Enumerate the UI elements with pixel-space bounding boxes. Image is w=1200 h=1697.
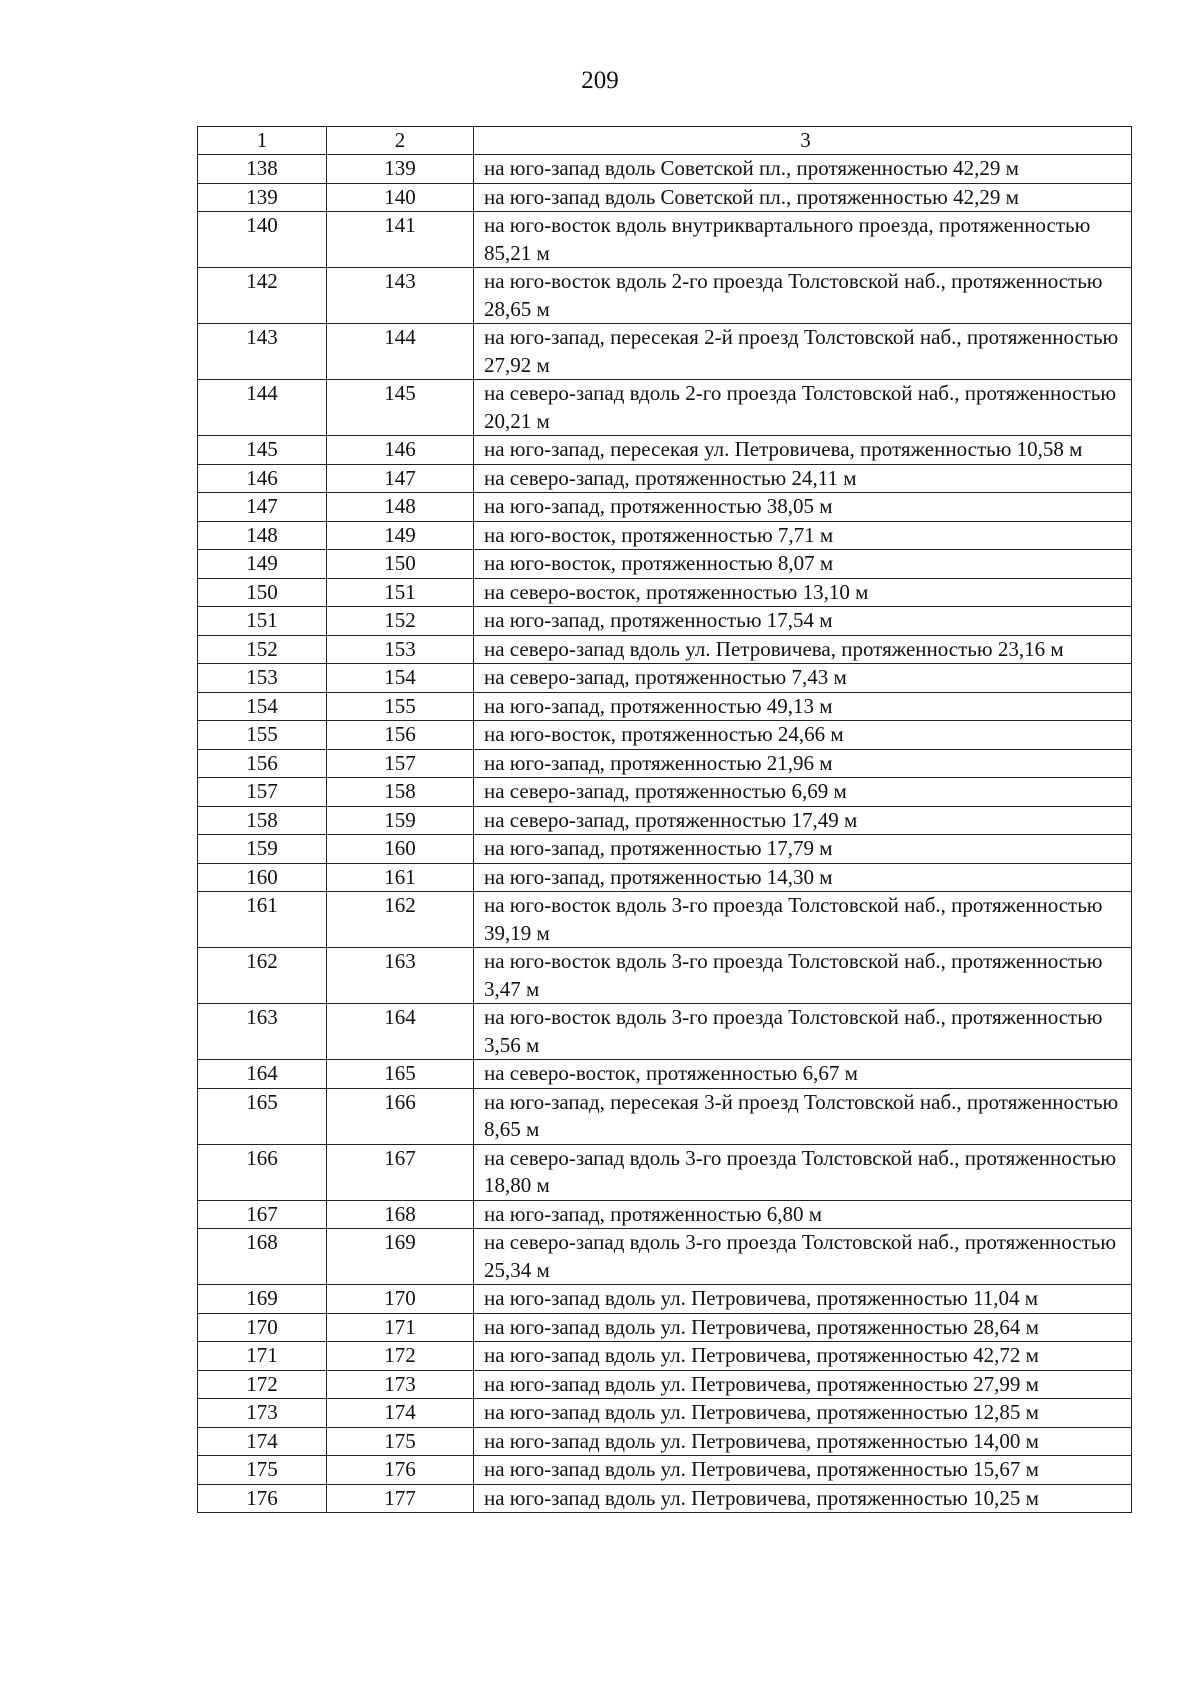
from-point-cell: 145 xyxy=(198,436,327,465)
to-point-cell: 139 xyxy=(327,155,474,184)
description-cell: на юго-запад, протяженностью 6,80 м xyxy=(474,1200,1132,1229)
description-cell: на юго-запад вдоль Советской пл., протяженностью 42,29 м xyxy=(474,155,1132,184)
to-point-cell: 176 xyxy=(327,1456,474,1485)
from-point-cell: 174 xyxy=(198,1427,327,1456)
to-point-cell: 146 xyxy=(327,436,474,465)
to-point-cell: 148 xyxy=(327,493,474,522)
from-point-cell: 176 xyxy=(198,1484,327,1513)
description-cell: на юго-запад, протяженностью 17,54 м xyxy=(474,607,1132,636)
table-row xyxy=(198,578,1132,607)
from-point-cell: 152 xyxy=(198,635,327,664)
to-point-cell: 150 xyxy=(327,550,474,579)
table-row xyxy=(198,268,1132,324)
table-row xyxy=(198,1484,1132,1513)
description-cell: на северо-запад вдоль 2-го проезда Толстовской наб., протяженностью 20,21 м xyxy=(474,380,1132,436)
to-point-cell: 177 xyxy=(327,1484,474,1513)
from-point-cell: 158 xyxy=(198,806,327,835)
to-point-cell: 155 xyxy=(327,692,474,721)
description-cell: на юго-запад вдоль ул. Петровичева, протяженностью 15,67 м xyxy=(474,1456,1132,1485)
from-point-cell: 148 xyxy=(198,521,327,550)
from-point-cell: 160 xyxy=(198,863,327,892)
from-point-cell: 142 xyxy=(198,268,327,324)
from-point-cell: 140 xyxy=(198,212,327,268)
from-point-cell: 153 xyxy=(198,664,327,693)
table-row xyxy=(198,521,1132,550)
from-point-cell: 166 xyxy=(198,1144,327,1200)
table-row xyxy=(198,1229,1132,1285)
table-row xyxy=(198,464,1132,493)
description-cell: на юго-восток вдоль 3-го проезда Толстовской наб., протяженностью 39,19 м xyxy=(474,892,1132,948)
table-row xyxy=(198,493,1132,522)
to-point-cell: 145 xyxy=(327,380,474,436)
table-row xyxy=(198,607,1132,636)
from-point-cell: 138 xyxy=(198,155,327,184)
table-row xyxy=(198,948,1132,1004)
table-row xyxy=(198,721,1132,750)
from-point-cell: 161 xyxy=(198,892,327,948)
from-point-cell: 170 xyxy=(198,1313,327,1342)
description-cell: на юго-запад вдоль ул. Петровичева, протяженностью 14,00 м xyxy=(474,1427,1132,1456)
description-cell: на юго-запад, пересекая ул. Петровичева, протяженностью 10,58 м xyxy=(474,436,1132,465)
from-point-cell: 156 xyxy=(198,749,327,778)
table-row xyxy=(198,778,1132,807)
table-row xyxy=(198,1088,1132,1144)
description-cell: на юго-запад, протяженностью 38,05 м xyxy=(474,493,1132,522)
table-row xyxy=(198,1060,1132,1089)
to-point-cell: 149 xyxy=(327,521,474,550)
description-cell: на юго-запад, пересекая 2-й проезд Толстовской наб., протяженностью 27,92 м xyxy=(474,324,1132,380)
from-point-cell: 154 xyxy=(198,692,327,721)
description-cell: на северо-запад, протяженностью 7,43 м xyxy=(474,664,1132,693)
column-header-1: 1 xyxy=(198,127,327,155)
to-point-cell: 163 xyxy=(327,948,474,1004)
description-cell: на юго-запад, протяженностью 14,30 м xyxy=(474,863,1132,892)
description-cell: на юго-запад вдоль ул. Петровичева, протяженностью 28,64 м xyxy=(474,1313,1132,1342)
from-point-cell: 144 xyxy=(198,380,327,436)
to-point-cell: 140 xyxy=(327,183,474,212)
page-number: 209 xyxy=(581,67,619,94)
column-header-3: 3 xyxy=(474,127,1132,155)
to-point-cell: 156 xyxy=(327,721,474,750)
description-cell: на северо-запад, протяженностью 17,49 м xyxy=(474,806,1132,835)
table-row xyxy=(198,183,1132,212)
description-cell: на северо-восток, протяженностью 13,10 м xyxy=(474,578,1132,607)
description-cell: на юго-запад вдоль ул. Петровичева, протяженностью 27,99 м xyxy=(474,1370,1132,1399)
table-row xyxy=(198,664,1132,693)
from-point-cell: 164 xyxy=(198,1060,327,1089)
table-row xyxy=(198,892,1132,948)
to-point-cell: 174 xyxy=(327,1399,474,1428)
to-point-cell: 157 xyxy=(327,749,474,778)
table-row xyxy=(198,550,1132,579)
description-cell: на юго-запад вдоль ул. Петровичева, протяженностью 12,85 м xyxy=(474,1399,1132,1428)
table-row xyxy=(198,1144,1132,1200)
to-point-cell: 158 xyxy=(327,778,474,807)
table-row xyxy=(198,1370,1132,1399)
from-point-cell: 143 xyxy=(198,324,327,380)
table-body xyxy=(198,127,1132,1513)
to-point-cell: 159 xyxy=(327,806,474,835)
to-point-cell: 144 xyxy=(327,324,474,380)
description-cell: на юго-запад вдоль ул. Петровичева, протяженностью 11,04 м xyxy=(474,1285,1132,1314)
description-cell: на юго-запад, пересекая 3-й проезд Толстовской наб., протяженностью 8,65 м xyxy=(474,1088,1132,1144)
boundary-description-table xyxy=(197,126,1132,1513)
to-point-cell: 153 xyxy=(327,635,474,664)
table-row xyxy=(198,1313,1132,1342)
table-row xyxy=(198,1285,1132,1314)
to-point-cell: 154 xyxy=(327,664,474,693)
description-cell: на юго-запад вдоль Советской пл., протяженностью 42,29 м xyxy=(474,183,1132,212)
column-header-2: 2 xyxy=(327,127,474,155)
to-point-cell: 173 xyxy=(327,1370,474,1399)
from-point-cell: 157 xyxy=(198,778,327,807)
from-point-cell: 172 xyxy=(198,1370,327,1399)
to-point-cell: 141 xyxy=(327,212,474,268)
from-point-cell: 165 xyxy=(198,1088,327,1144)
table-row xyxy=(198,1427,1132,1456)
to-point-cell: 166 xyxy=(327,1088,474,1144)
description-cell: на юго-восток, протяженностью 7,71 м xyxy=(474,521,1132,550)
table-row xyxy=(198,635,1132,664)
table-row xyxy=(198,1399,1132,1428)
from-point-cell: 146 xyxy=(198,464,327,493)
from-point-cell: 155 xyxy=(198,721,327,750)
from-point-cell: 173 xyxy=(198,1399,327,1428)
from-point-cell: 139 xyxy=(198,183,327,212)
to-point-cell: 168 xyxy=(327,1200,474,1229)
to-point-cell: 165 xyxy=(327,1060,474,1089)
description-cell: на северо-запад вдоль ул. Петровичева, протяженностью 23,16 м xyxy=(474,635,1132,664)
description-cell: на юго-восток, протяженностью 24,66 м xyxy=(474,721,1132,750)
from-point-cell: 150 xyxy=(198,578,327,607)
from-point-cell: 159 xyxy=(198,835,327,864)
description-cell: на юго-запад вдоль ул. Петровичева, протяженностью 42,72 м xyxy=(474,1342,1132,1371)
table-row xyxy=(198,155,1132,184)
description-cell: на северо-запад вдоль 3-го проезда Толстовской наб., протяженностью 25,34 м xyxy=(474,1229,1132,1285)
description-cell: на юго-запад, протяженностью 21,96 м xyxy=(474,749,1132,778)
table-row xyxy=(198,806,1132,835)
table-row xyxy=(198,835,1132,864)
from-point-cell: 169 xyxy=(198,1285,327,1314)
to-point-cell: 164 xyxy=(327,1004,474,1060)
to-point-cell: 175 xyxy=(327,1427,474,1456)
table-row xyxy=(198,436,1132,465)
description-cell: на юго-восток вдоль 2-го проезда Толстовской наб., протяженностью 28,65 м xyxy=(474,268,1132,324)
to-point-cell: 169 xyxy=(327,1229,474,1285)
table-row xyxy=(198,1456,1132,1485)
from-point-cell: 151 xyxy=(198,607,327,636)
description-cell: на юго-восток вдоль внутриквартального проезда, протяженностью 85,21 м xyxy=(474,212,1132,268)
description-cell: на юго-запад, протяженностью 17,79 м xyxy=(474,835,1132,864)
table-header-row xyxy=(198,127,1132,155)
to-point-cell: 170 xyxy=(327,1285,474,1314)
description-cell: на юго-восток вдоль 3-го проезда Толстовской наб., протяженностью 3,56 м xyxy=(474,1004,1132,1060)
table-row xyxy=(198,863,1132,892)
table-row xyxy=(198,324,1132,380)
from-point-cell: 162 xyxy=(198,948,327,1004)
description-cell: на юго-запад, протяженностью 49,13 м xyxy=(474,692,1132,721)
description-cell: на юго-восток, протяженностью 8,07 м xyxy=(474,550,1132,579)
description-cell: на юго-восток вдоль 3-го проезда Толстовской наб., протяженностью 3,47 м xyxy=(474,948,1132,1004)
table-row xyxy=(198,1342,1132,1371)
to-point-cell: 160 xyxy=(327,835,474,864)
to-point-cell: 171 xyxy=(327,1313,474,1342)
to-point-cell: 162 xyxy=(327,892,474,948)
from-point-cell: 171 xyxy=(198,1342,327,1371)
table-row xyxy=(198,1200,1132,1229)
table-row xyxy=(198,692,1132,721)
description-cell: на северо-запад, протяженностью 24,11 м xyxy=(474,464,1132,493)
to-point-cell: 143 xyxy=(327,268,474,324)
to-point-cell: 161 xyxy=(327,863,474,892)
description-cell: на северо-запад вдоль 3-го проезда Толстовской наб., протяженностью 18,80 м xyxy=(474,1144,1132,1200)
from-point-cell: 147 xyxy=(198,493,327,522)
to-point-cell: 172 xyxy=(327,1342,474,1371)
from-point-cell: 175 xyxy=(198,1456,327,1485)
table-row xyxy=(198,1004,1132,1060)
to-point-cell: 147 xyxy=(327,464,474,493)
to-point-cell: 152 xyxy=(327,607,474,636)
description-cell: на юго-запад вдоль ул. Петровичева, протяженностью 10,25 м xyxy=(474,1484,1132,1513)
to-point-cell: 151 xyxy=(327,578,474,607)
to-point-cell: 167 xyxy=(327,1144,474,1200)
from-point-cell: 167 xyxy=(198,1200,327,1229)
from-point-cell: 163 xyxy=(198,1004,327,1060)
table-row xyxy=(198,212,1132,268)
from-point-cell: 149 xyxy=(198,550,327,579)
description-cell: на северо-восток, протяженностью 6,67 м xyxy=(474,1060,1132,1089)
table-row xyxy=(198,380,1132,436)
from-point-cell: 168 xyxy=(198,1229,327,1285)
table-row xyxy=(198,749,1132,778)
description-cell: на северо-запад, протяженностью 6,69 м xyxy=(474,778,1132,807)
